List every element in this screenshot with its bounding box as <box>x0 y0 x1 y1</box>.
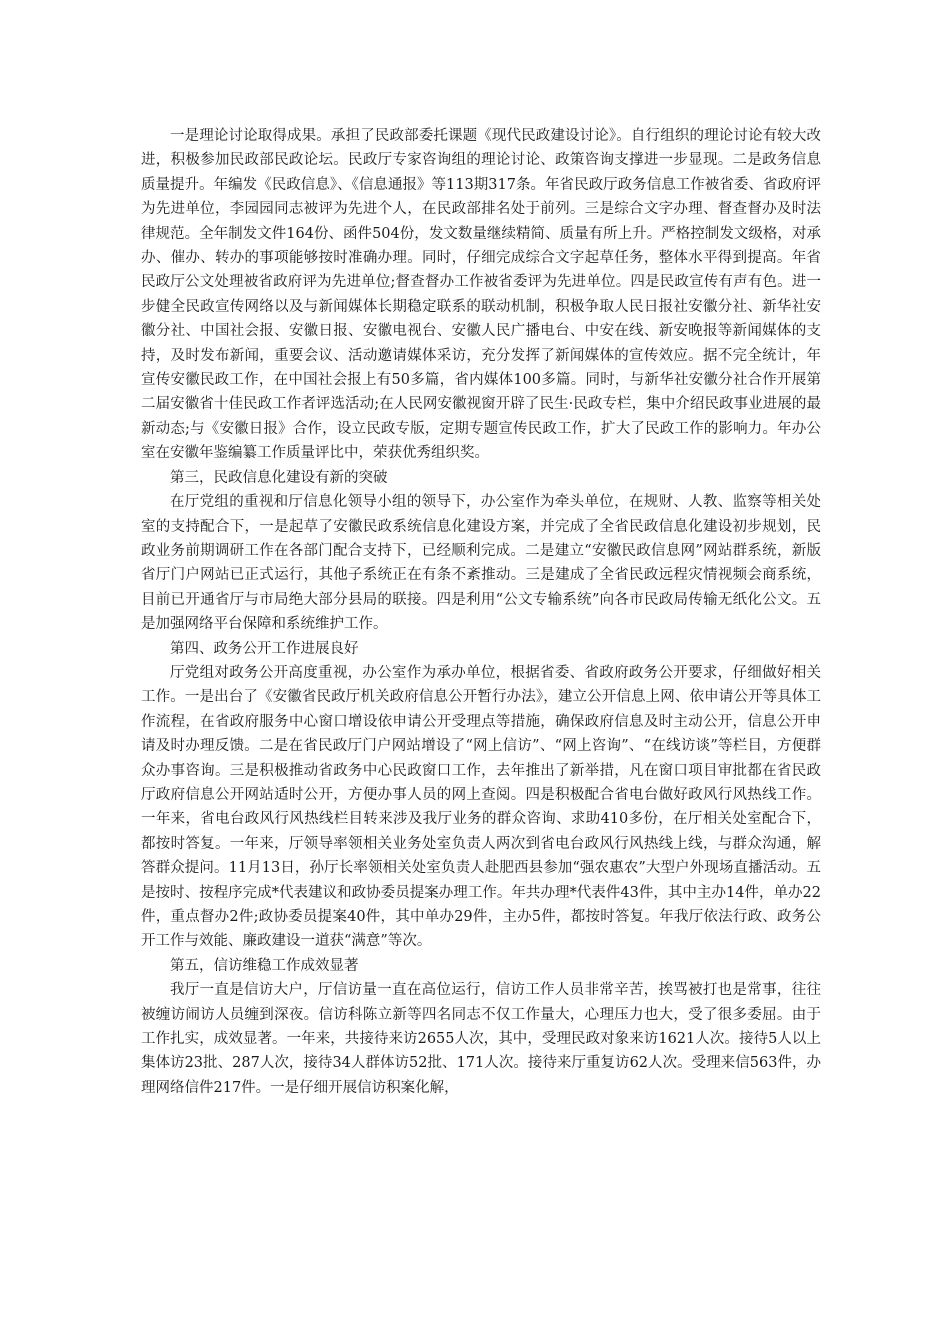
document-page <box>141 124 821 1100</box>
paragraph-informatization: 在厅党组的重视和厅信息化领导小组的领导下，办公室作为牵头单位，在规财、人教、监察等相关处室的支持配合下，一是起草了安徽民政系统信息化建设方案，并完成了全省民政信息化建设初步规划，民政业务前期调研工作在各部门配合支持下，已经顺利完成。二是建立“安徽民政信息网”网站群系统，新版省厅门户网站已正式运行，其他子系统正在有条不紊推动。三是建成了全省民政远程灾情视频会商系统，目前已开通省厅与市局绝大部分县局的联接。四是利用“公文专输系统”向各市民政局传输无纸化公文。五是加强网络平台保障和系统维护工作。 <box>141 494 821 633</box>
paragraph-petitions: 我厅一直是信访大户，厅信访量一直在高位运行，信访工作人员非常辛苦，挨骂被打也是常事，往往被缠访闹访人员缠到深夜。信访科陈立新等四名同志不仅工作量大，心理压力也大，受了很多委屈。由于工作扎实，成效显著。一年来，共接待来访2655人次，其中，受理民政对象来访1621人次。接待5人以上集体访23批、287人次，接待34人群体访52批、171人次。接待来厅重复访62人次。受理来信563件，办理网络信件217件。一是仔细开展信访积案化解， <box>141 982 821 1096</box>
paragraph-theory-research: 一是理论讨论取得成果。承担了民政部委托课题《现代民政建设讨论》。自行组织的理论讨论有较大改进，积极参加民政部民政论坛。民政厅专家咨询组的理论讨论、政策咨询支撑进一步显现。二是政务信息质量提升。年编发《民政信息》、《信息通报》等113期317条。年省民政厅政务信息工作被省委、省政府评为先进单位，李园园同志被评为先进个人，在民政部排名处于前列。三是综合文字办理、督查督办及时法律规范。全年制发文件164份、函件504份，发文数量继续精简、质量有所上升。严格控制发文级格，对承办、催办、转办的事项能够按时准确办理。同时，仔细完成综合文字起草任务，整体水平得到提高。年省民政厅公文处理被省政府评为先进单位;督查督办工作被省委评为先进单位。四是民政宣传有声有色。进一步健全民政宣传网络以及与新闻媒体长期稳定联系的联动机制，积极争取人民日报社安徽分社、新华社安徽分社、中国社会报、安徽日报、安徽电视台、安徽人民广播电台、中安在线、新安晚报等新闻媒体的支持，及时发布新闻，重要会议、活动邀请媒体采访，充分发挥了新闻媒体的宣传效应。据不完全统计，年宣传安徽民政工作，在中国社会报上有50多篇，省内媒体100多篇。同时，与新华社安徽分社合作开展第二届安徽省十佳民政工作者评选活动;在人民网安徽视窗开辟了民生·民政专栏，集中介绍民政事业进展的最新动态;与《安徽日报》合作，设立民政专版，定期专题宣传民政工作，扩大了民政工作的影响力。年办公室在安徽年鉴编纂工作质量评比中，荣获优秀组织奖。 <box>141 128 821 462</box>
paragraph-government-affairs: 厅党组对政务公开高度重视，办公室作为承办单位，根据省委、省政府政务公开要求，仔细做好相关工作。一是出台了《安徽省民政厅机关政府信息公开暂行办法》，建立公开信息上网、依申请公开等具体工作流程，在省政府服务中心窗口增设依申请公开受理点等措施，确保政府信息及时主动公开，信息公开申请及时办理反馈。二是在省民政厅门户网站增设了“网上信访”、“网上咨询”、“在线访谈”等栏目，方便群众办事咨询。三是积极推动省政务中心民政窗口工作，去年推出了新举措，凡在窗口项目审批都在省民政厅政府信息公开网站适时公开，方便办事人员的网上查阅。四是积极配合省电台做好政风行风热线工作。一年来，省电台政风行风热线栏目转来涉及我厅业务的群众咨询、求助410多份，在厅相关处室配合下，都按时答复。一年来，厅领导率领相关业务处室负责人两次到省电台政风行风热线上线，与群众沟通，解答群众提问。11月13日，孙厅长率领相关处室负责人赴肥西县参加“强农惠农”大型户外现场直播活动。五是按时、按程序完成*代表建议和政协委员提案办理工作。年共办理*代表件43件，其中主办14件，单办22件，重点督办2件;政协委员提案40件，其中单办29件，主办5件，都按时答复。年我厅依法行政、政务公开工作与效能、廉政建设一道获“满意”等次。 <box>141 664 821 950</box>
section-heading-government-affairs: 第四、政务公开工作进展良好 <box>170 640 359 657</box>
section-heading-informatization: 第三，民政信息化建设有新的突破 <box>170 469 388 486</box>
section-heading-petitions: 第五，信访维稳工作成效显著 <box>170 957 359 974</box>
